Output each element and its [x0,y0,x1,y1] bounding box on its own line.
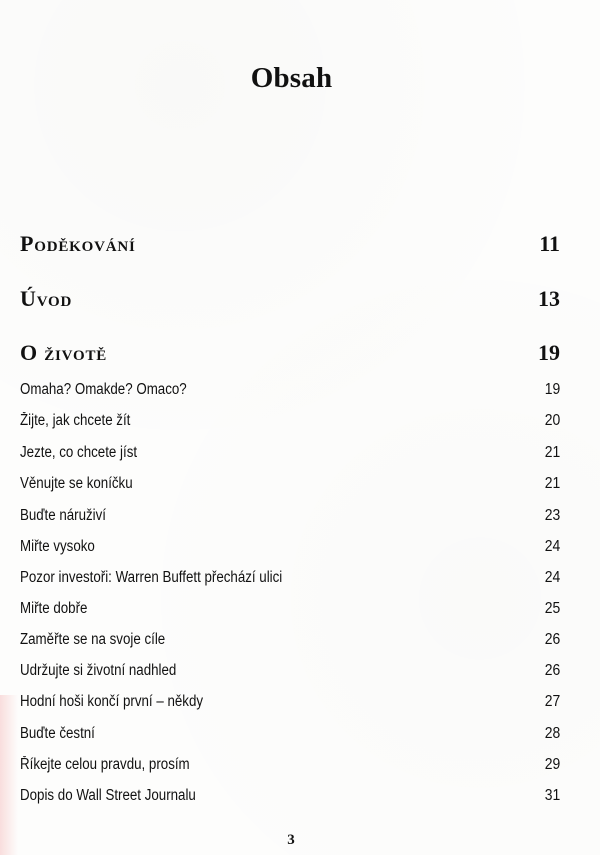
toc-chapter-podekovani [20,232,560,256]
toc-section [20,472,560,496]
section-label: Zaměřte se na svoje cíle [20,631,166,648]
section-label: Miřte dobře [20,600,88,617]
section-label: Pozor investoři: Warren Buffett přechází ulici [20,569,283,586]
section-page-number: 21 [544,475,560,492]
section-label: Věnujte se koníčku [20,475,133,492]
toc-section [20,659,560,683]
page-edge-shadow [0,695,18,855]
section-label: Buďte náruživí [20,507,106,524]
toc-section [20,378,560,402]
section-page-number: 19 [544,381,560,398]
section-label: Miřte vysoko [20,538,95,555]
section-page-number: 24 [544,538,560,555]
section-page-number: 24 [544,569,560,586]
section-label: Udržujte si životní nadhled [20,662,177,679]
section-label: Buďte čestní [20,725,95,742]
section-page-number: 21 [544,444,560,461]
section-page-number: 31 [544,787,560,804]
toc-chapter-uvod [20,287,560,311]
chapter-page-number: 11 [539,231,560,256]
toc-section [20,753,560,777]
toc-section [20,784,560,808]
section-page-number: 26 [544,662,560,679]
section-label: Omaha? Omakde? Omaco? [20,381,187,398]
chapter-label: Úvod [20,286,73,311]
toc-section [20,504,560,528]
toc-section [20,722,560,746]
section-label: Dopis do Wall Street Journalu [20,787,196,804]
section-label: Žijte, jak chcete žít [20,412,131,429]
toc-section [20,690,560,714]
section-page-number: 20 [544,412,560,429]
toc-section [20,628,560,652]
section-page-number: 25 [544,600,560,617]
chapter-label: Poděkování [20,231,136,256]
page-title: Obsah [250,62,333,94]
chapter-label: O životě [20,340,108,365]
toc-section [20,566,560,590]
chapter-page-number: 19 [538,340,560,365]
section-page-number: 28 [544,725,560,742]
section-page-number: 27 [544,693,560,710]
toc-section [20,409,560,433]
toc-chapter-o-zivote [20,341,560,365]
section-label: Říkejte celou pravdu, prosím [20,756,190,773]
page-number: 3 [287,832,295,848]
chapter-page-number: 13 [538,286,560,311]
section-page-number: 23 [544,507,560,524]
section-page-number: 29 [544,756,560,773]
section-page-number: 26 [544,631,560,648]
toc-section [20,597,560,621]
section-label: Hodní hoši končí první – někdy [20,693,204,710]
section-label: Jezte, co chcete jíst [20,444,138,461]
toc-section [20,535,560,559]
toc-section [20,441,560,465]
